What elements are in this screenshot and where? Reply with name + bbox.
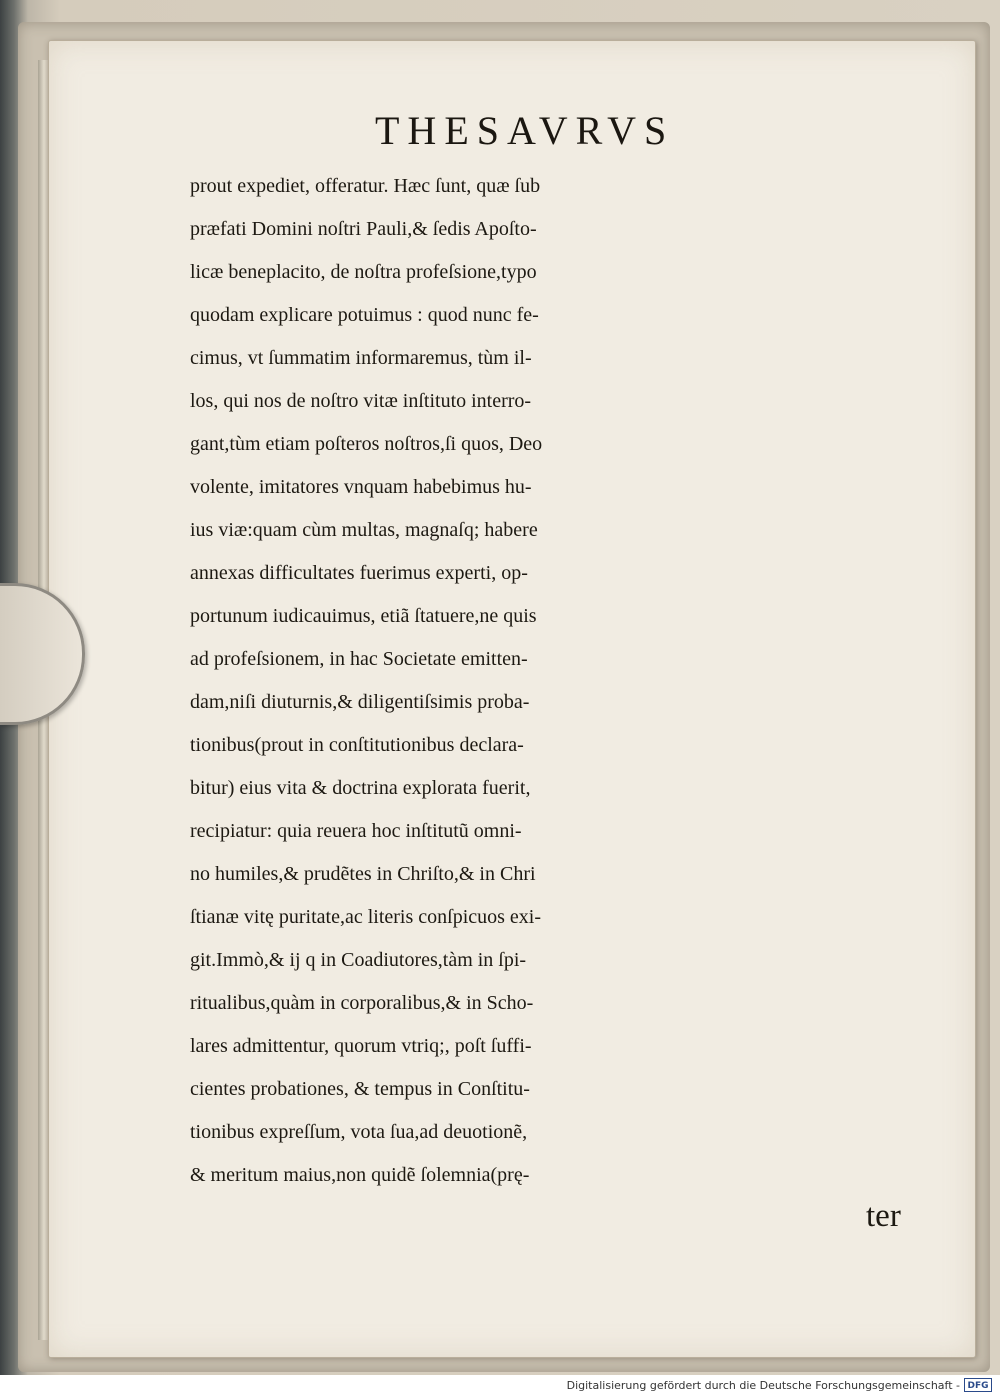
text-line: ad profeſsionem, in hac Societate emitten- [190,648,528,670]
text-line: gant,tùm etiam poſteros noſtros,ſi quos, Deo [190,433,543,455]
text-line: tionibus(prout in conſtitutionibus declara- [190,734,524,756]
text-line: volente, imitatores vnquam habebimus hu- [190,476,532,498]
dfg-logo-icon: DFG [964,1378,992,1392]
text-line: lares admittentur, quorum vtriq;, poſt ſuffi- [190,1035,532,1057]
text-line: licæ beneplacito, de noſtra profeſsione,typo [190,261,537,283]
text-line: prout expediet, offeratur. Hæc ſunt, quæ ſub [190,175,541,197]
text-line: recipiatur: quia reuera hoc inſtitutũ omni- [190,820,522,842]
text-line: los, qui nos de noſtro vitæ inſtituto interro- [190,390,532,412]
text-line: dam,niſi diuturnis,& diligentiſsimis proba- [190,691,530,713]
page-text [190,165,920,1197]
text-line: cientes probationes, & tempus in Conſtitu- [190,1078,530,1100]
text-line: & meritum maius,non quidẽ ſolemnia(prę- [190,1164,530,1186]
text-line: annexas difficultates fuerimus experti, op- [190,562,528,584]
text-line: git.Immò,& ij q in Coadiutores,tàm in ſpi- [190,949,527,971]
digitization-credit: Digitalisierung gefördert durch die Deutsche Forschungsgemeinschaft - [566,1379,960,1392]
catchword: ter [866,1198,901,1234]
running-title: THESAVRVS [375,108,675,153]
text-line: præfati Domini noſtri Pauli,& ſedis Apoſto- [190,218,537,240]
text-line: portunum iudicauimus, etiã ſtatuere,ne quis [190,605,537,627]
text-line: no humiles,& prudẽtes in Chriſto,& in Chri [190,863,536,885]
text-line: tionibus expreſſum, vota ſua,ad deuotionẽ, [190,1121,528,1143]
text-line: ſtianæ vitę puritate,ac literis conſpicuos exi- [190,906,542,928]
text-line: ritualibus,quàm in corporalibus,& in Scho- [190,992,534,1014]
text-line: quodam explicare potuimus : quod nunc fe- [190,304,539,326]
text-line: bitur) eius vita & doctrina explorata fuerit, [190,777,531,799]
text-line: cimus, vt ſummatim informaremus, tùm il- [190,347,532,369]
text-line: ius viæ:quam cùm multas, magnaſq; habere [190,519,538,541]
